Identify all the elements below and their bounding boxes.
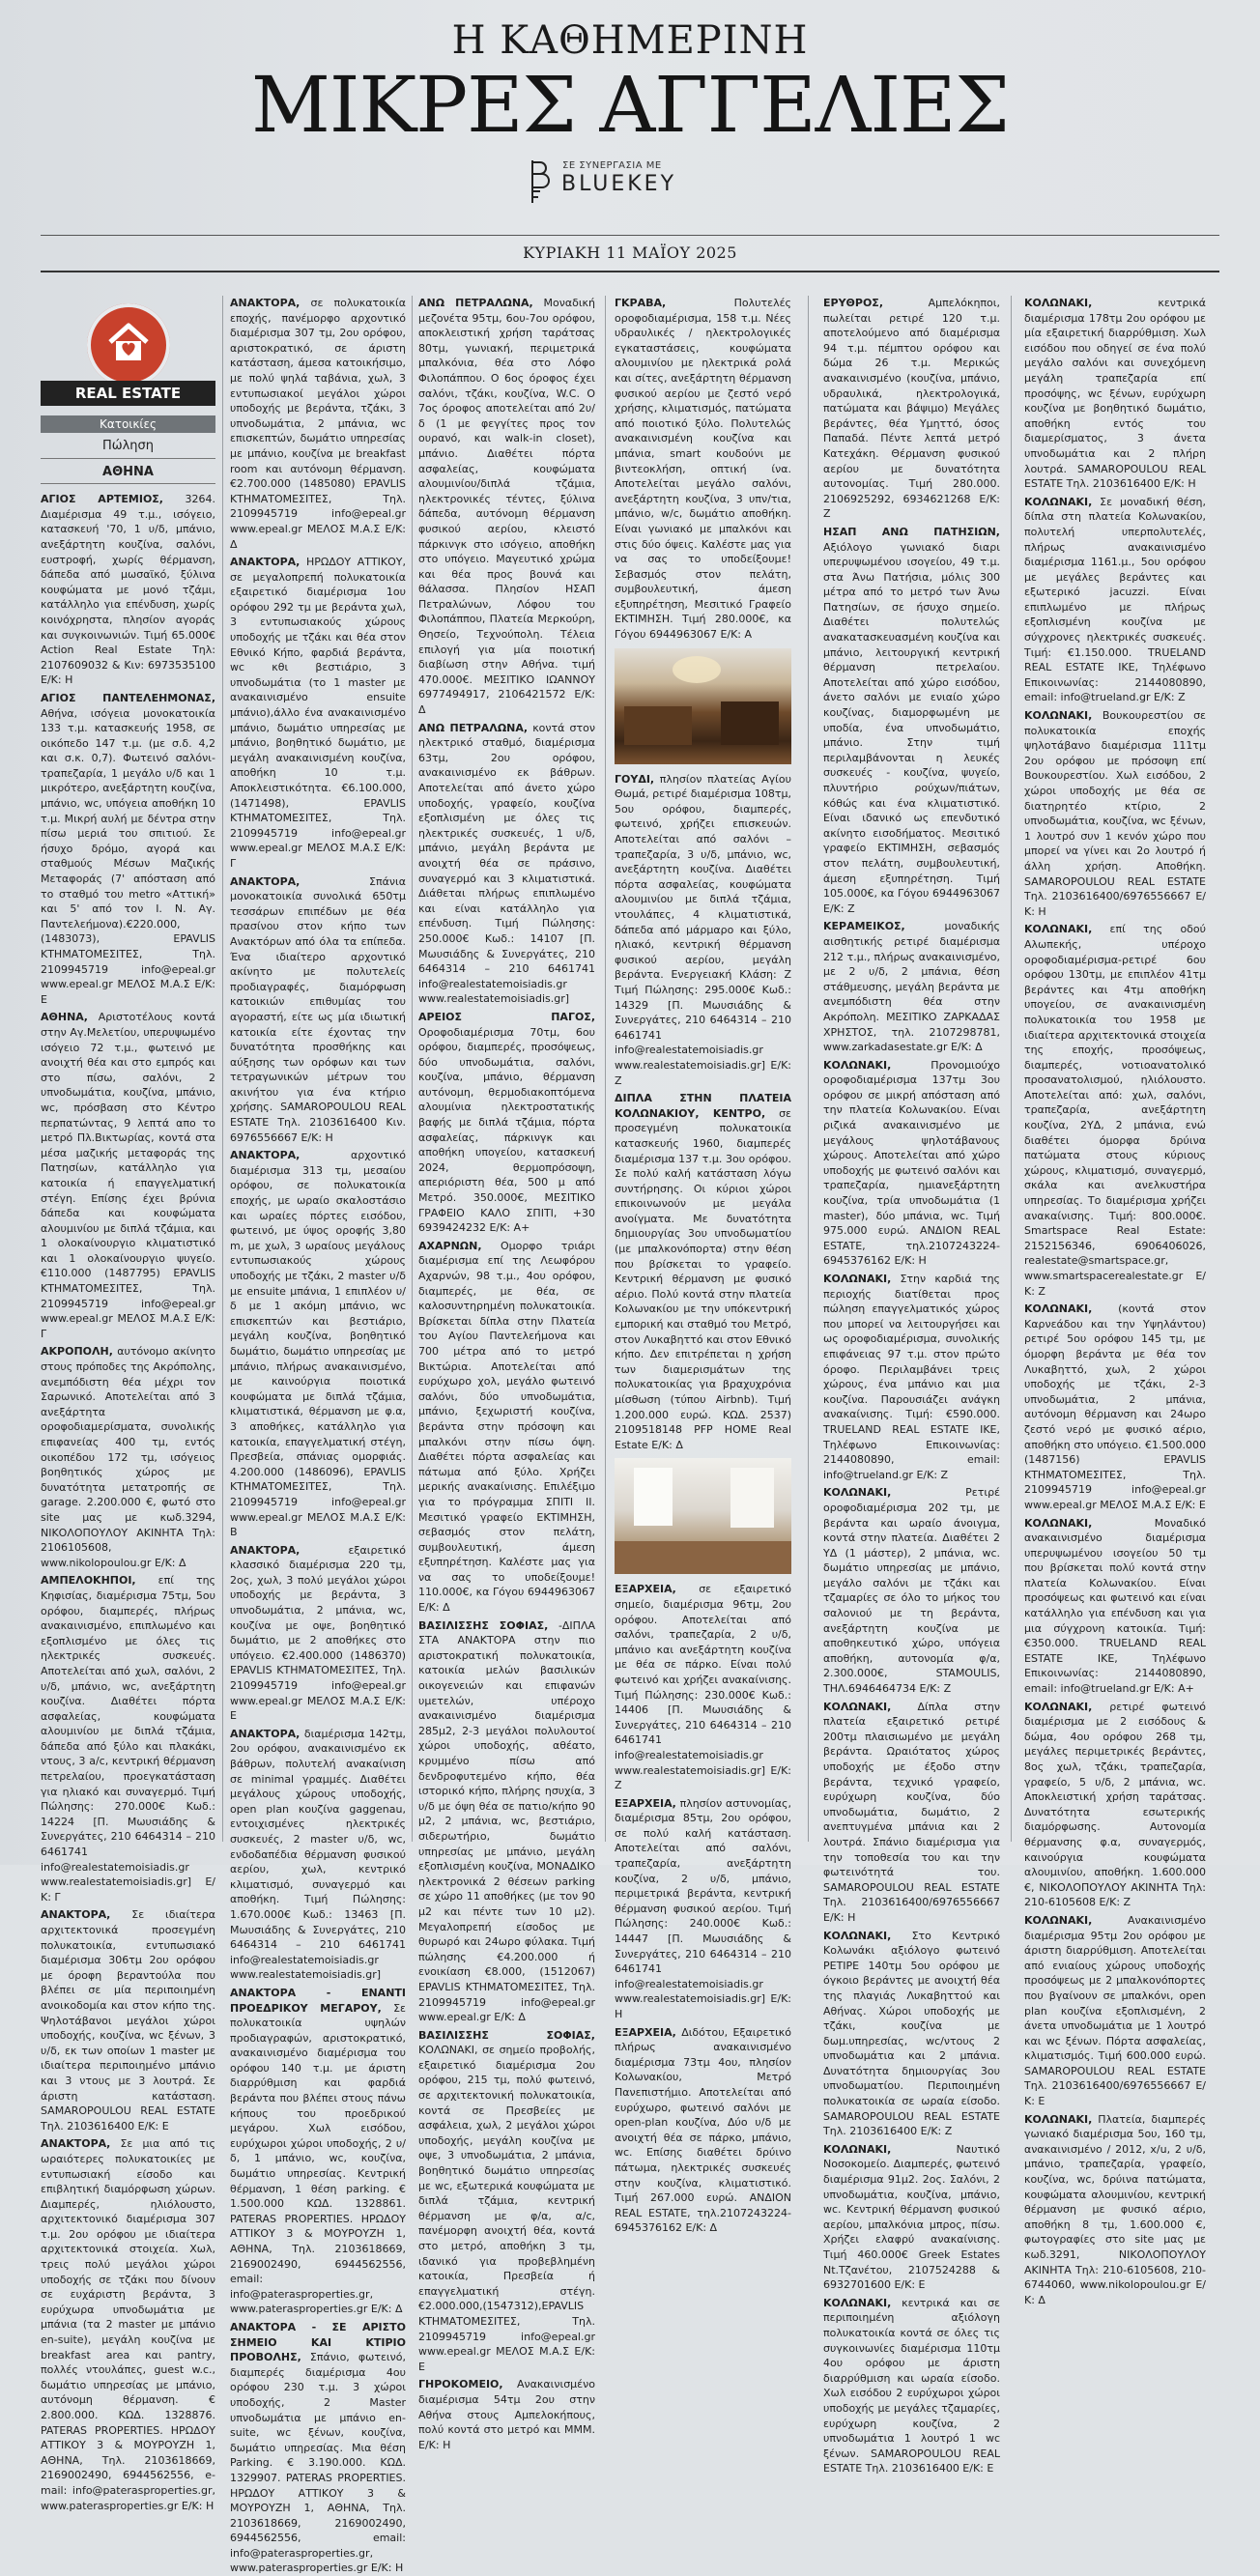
ad-location: ΚΟΛΩΝΑΚΙ, (1024, 923, 1093, 936)
classified-ad (1024, 922, 1206, 1299)
classified-ad (823, 525, 1000, 916)
ad-location: ΑΝΑΚΤΟΡΑ, (230, 1543, 301, 1557)
ad-body: Ομορφο τριάρι διαμέρισμα επί της Λεωφόρου Αχαρνών, 98 τ.μ., 4ου ορόφου, διαμπερές, με θέα, σε καλοσυντηρημένη πολυκατοικία. Βρίσκεται δίπλα στην Πλατεία του Αγίου Παντελεήμονα και 700 μέτρα από το μετρό Βικτώρια. Αποτελείται από ευρύχωρο χολ, μεγάλο φωτεινό σαλόνι, δύο υπνοδωμάτια, μπάνιο, ξεχωριστή κουζίνα, βεράντα στην πρόσοψη και μπαλκόνι στην πίσω όψη. Διαθέτει πόρτα ασφαλείας και πάτωμα από ξύλο. Χρήζει μερικής ανακαίνισης. Επιλέξιμο για το πρόγραμμα ΣΠΙΤΙ ΙΙ. Μεσιτικό γραφείο ΕΚΤΙΜΗΣΗ, σεβασμός στον πελάτη, συμβουλευτική, άμεση εξυπηρέτηση. Καλέστε μας για να σας το υποδείξουμε! 110.000€, κα Γόγου 6944963067 Ε/Κ: Δ (418, 1239, 595, 1615)
ad-location: ΑΝΑΚΤΟΡΑ, (230, 874, 301, 888)
ad-location: ΓΗΡΟΚΟΜΕΙΟ, (418, 2378, 503, 2391)
classified-ad (230, 1727, 406, 1983)
listing-photo (615, 1458, 791, 1574)
ad-body: Μοναδικό ανακαινισμένο διαμέρισμα υπερυψωμένου ισογείου 50 τμ που βρίσκεται πολύ κοντά στην πλατεία Κολωνακίου. Είναι προσόψεως και φωτεινό και είναι κατάλληλο για επένδυση και για μια σύγχρονη κατοικία. Τιμή: €350.000. TRUELAND REAL ESTATE ΙΚΕ, Τηλέφωνο Επικοινωνίας: 2144080890, email: info@trueland.gr Ε/Κ: Α+ (1024, 1516, 1206, 1696)
ad-location: ΑΝΑΚΤΟΡΑ, (41, 1908, 111, 1922)
ad-body: Ναυτικό Νοσοκομείο. Διαμπερές, φωτεινό διαμέρισμα 91μ2. 2ος. Σαλόνι, 2 υπνοδωμάτια, κουζίνα, μπάνιο, wc. Κεντρική θέρμανση φυσικού αερίου, μπαλκόνια μπρος, πίσω. Χρήζει ελαφρύ ανακαίνισης. Τιμή 460.000€ Greek Estates Nt.Τζανέτου, 2107524288 & 6932701600 Ε/Κ: Ε (823, 2142, 1000, 2292)
classified-ad (615, 2025, 791, 2236)
ad-body: Στην καρδιά της περιοχής διατίθεται προς πώληση επαγγελματικός χώρος που μπορεί να λειτουργήσει και ως οροφοδιαμέρισμα, συνολικής επιφάνειας 97 τ.μ. στον πρώτο όροφο. Περιλαμβάνει τρεις χώρους, ένα μπάνιο και μια κουζίνα. Παρουσιάζει ανάγκη ανακαίνισης. Τιμή: €590.000. TRUELAND REAL ESTATE ΙΚΕ, Τηλέφωνο Επικοινωνίας: 2144080890, email: info@trueland.gr Ε/Κ: Ζ (823, 1273, 1001, 1481)
ad-body: Αθήνα, ισόγεια μονοκατοικία 133 τ.μ. κατασκευής 1958, σε οικόπεδο 147 τ.μ. (με σ.δ. 4,2 και σ.κ. 0,7). Φωτεινό σαλόνι-τραπεζαρία, 1 μεγάλο υ/δ και 1 μικρότερο, ανεξάρτητη κουζίνα, μπάνιο, wc, υπόγεια αποθήκη 10 τ.μ. Μικρή αυλή με δέντρα στην πίσω μεριά του σπιτιού. Σε ήσυχο δρόμο, αγορά και σταθμούς Μέσων Μαζικής Μεταφοράς (7' απόσταση από το σταθμό του metro «Αττική» και 5' από τον Ι. Ν. Αγ. Παντελεήμονα).€220.000, (1483073), EPAVLIS ΚΤΗΜΑΤΟΜΕΣΙΤΕΣ, Τηλ. 2109945719 info@epeal.gr www.epeal.gr ΜΕΛΟΣ Μ.Α.Σ Ε/Κ: Ε (41, 706, 215, 1006)
classified-ad (823, 2142, 1000, 2293)
ad-location: ΑΝΩ ΠΕΤΡΑΛΩΝΑ, (418, 721, 529, 734)
ad-location: ΑΝΑΚΤΟΡΑ, (230, 297, 301, 309)
ad-location: ΒΑΣΙΛΙΣΣΗΣ ΣΟΦΙΑΣ, (418, 2028, 595, 2042)
ad-location: ΗΣΑΠ ΑΝΩ ΠΑΤΗΣΙΩΝ, (823, 525, 1000, 538)
ad-location: ΚΟΛΩΝΑΚΙ, (823, 1058, 892, 1072)
classified-ad (823, 1485, 1000, 1696)
ad-body: σε προσεγμένη πολυκατοικία κατασκευής 1960, διαμπερές διαμέρισμα 137 τ.μ. 3ου ορόφου. Σε πολύ καλή κατάσταση λόγω συντήρησης. Οι κύριοι χώροι επικοινωνούν με μεγάλα ανοίγματα. Με δυνατότητα δημιουργίας 3ου υπνοδωματίου (με μπαλκονόπορτα) στην θέση που βρίσκεται το γραφείο. Κεντρική θέρμανση με φυσικό αέριο. Πολύ κοντά στην πλατεία Κολωνακίου με την υπόκεντρική εμπορική και σταθμό του Μετρό, στον Λυκαβηττό και στον Εθνικό κήπο. Δεν επιτρέπεται η χρήση των διαμερισμάτων της πολυκατοικίας για βραχυχρόνια μίσθωση (τύπου Airbnb). Τιμή 1.200.000 ευρώ. ΚΩΔ. 2537) 2109518148 PFP HOME Real Estate Ε/Κ: Δ (615, 1106, 791, 1451)
ad-body: -ΔΙΠΛΑ ΣΤΑ ΑΝΑΚΤΟΡΑ στην πιο αριστοκρατική πολυκατοικία, κατοικία μελών βασιλικών οικογενειών και επιφανών υμετελών, υπέροχο ανακαινισμένο διαμέρισμα 285μ2, 2-3 μεγάλοι πολυλουτοί χώροι υποδοχής, αθέατο, κρυμμένο πίσω από δενδροφυτεμένο κήπο, θέα ιστορικό κήπο, πλήρης ησυχία, 3 υ/δ με όψη θέα σε πατιο/κήπο 90 μ2, 2 μπάνια, wc, βεστιάριο, σιδερωτήριο, δωμάτιο υπηρεσίας με μπάνιο, μεγάλη εξοπλισμένη κουζίνα, ΜΟΝΑΔΙΚΟ ηλεκτρονικά 2 θέσεων parking σε χώρο 11 αποθήκες (με τον 90 μ2 και πέντε των 10 μ2). Μεγαλοπρεπή είσοδος με θυρωρό και 24ωρο φύλακα. Τιμή πώλησης €4.200.000 ή ενοικίαση €8.000, (1512067) EPAVLIS ΚΤΗΜΑΤΟΜΕΣΙΤΕΣ, Τηλ. 2109945719 info@epeal.gr www.epeal.gr Ε/Κ: Δ (418, 1618, 595, 2024)
ad-location: ΓΟΥΔΙ, (615, 772, 655, 786)
ad-location: ΚΟΛΩΝΑΚΙ, (1024, 1516, 1093, 1530)
ad-location: ΑΝΑΚΤΟΡΑ - ΕΝΑΝΤΙ ΠΡΟΕΔΡΙΚΟΥ ΜΕΓΑΡΟΥ, (230, 1986, 406, 2015)
classified-ad (418, 2377, 595, 2452)
ad-location: ΚΟΛΩΝΑΚΙ, (823, 2142, 892, 2156)
classified-ad (230, 555, 406, 871)
classified-ad (418, 1618, 595, 2025)
classified-ad (1024, 2112, 1206, 2308)
classified-ad (823, 1700, 1000, 1926)
ad-body: επί της Κηφισίας, διαμέρισμα 75τμ, 5ου ορόφου, διαμπερές, πλήρως ανακαινισμένο, επιπλωμένο και εξοπλισμένο με όλες τις ηλεκτρικές συσκευές. Αποτελείται από χωλ, σαλόνι, 2 υ/δ, μπάνιο, wc, ανεξάρτητη κουζίνα. Διαθέτει πόρτα ασφαλείας, κουφώματα αλουμινίου με διπλά τζάμια, δάπεδα από ξύλο και πλακάκι, ντους, 3 a/c, κεντρική θέρμανση πετρελαίου, προεγκατάσταση για ηλιακό και συναγερμό. Τιμή Πώλησης: 270.000€ Κωδ.: 14224 [Π. Μωυσιάδης & Συνεργάτες, 210 6464314 – 210 6461741 info@realestatemoisiadis.gr www.realestatemoisiadis.gr] Ε/Κ: Γ (41, 1574, 216, 1903)
ad-location: ΚΟΛΩΝΑΚΙ, (1024, 709, 1093, 723)
bluekey-logo-icon (527, 158, 552, 205)
newspaper-title: Η ΚΑΘΗΜΕΡΙΝΗ (451, 18, 809, 63)
ad-body: διαμέρισμα 142τμ, 2ου ορόφου, ανακαινισμένο εκ βάθρων, πολυτελή ανακαίνιση σε minimal γραμμές. Διαθέτει μεγάλους χώρους υποδοχής, open plan κουζίνα gaggenau, εντοιχισμένες ηλεκτρικές συσκευές, 2 master υ/δ, wc, ενδοδαπέδια θέρμανση φυσικού αερίου, χωλ, κεντρικό κλιματισμό, συναγερμό και αποθήκη. Τιμή Πώλησης: 1.670.000€ Κωδ.: 13463 [Π. Μωυσιάδης & Συνεργάτες, 210 6464314 – 210 6461741 info@realestatemoisiadis.gr www.realestatemoisiadis.gr] (230, 1727, 406, 1982)
category-label: REAL ESTATE (41, 381, 215, 406)
ad-body: ρετιρέ φωτεινό διαμέρισμα με 2 εισόδους & δώμα, 4ου ορόφου 268 τμ, μεγάλες περιμετρικές βεράντες, 8ος χωλ, τζάκι, τραπεζαρία, γραφείο, 5 υ/δ, 2 μπάνια, wc. Αποκλειστική χρήση ταράτσας. Δυνατότητα εσωτερικής διαμόρφωσης. Αυτονομία θέρμανσης φ.α, συναγερμός, καινούργια κουφώματα αλουμινίου, αποθήκη. 1.600.000 €, ΝΙΚΟΛΟΠΟΥΛΟΥ ΑΚΙΝΗΤΑ Τηλ: 210-6105608 Ε/Κ: Ζ (1024, 1700, 1206, 1909)
ad-location: ΑΝΑΚΤΟΡΑ, (230, 556, 301, 569)
classified-ad (230, 296, 406, 552)
ad-body: Σε μια από τις ωραιότερες πολυκατοικίες με εντυπωσιακή είσοδο και επιβλητική διαμόρφωση χώρων. Διαμπερές, ηλιόλουστο, αρχιτεκτονικό διαμέρισμα 307 τ.μ. 2ου ορόφου με ιδιαίτερα αρχιτεκτονικά στοιχεία. Χωλ, τρεις πολύ μεγάλοι χώροι υποδοχής σε τζάκι που δίνουν σε ευχάριστη βεράντα, 3 ευρύχωρα υπνοδωμάτια με μπάνια (τα 2 master με μπάνιο en-suite), μεγάλη κουζίνα με breakfast area και pantry, πολλές ντουλάπες, guest w.c., δωμάτιο υπηρεσίας με μπάνιο, αυτόνομη θέρμανση. € 2.800.000. ΚΩΔ. 1328876. PATERAS PROPERTIES. ΗΡΩΔΟΥ ΑΤΤΙΚΟΥ 3 & ΜΟΥΡΟΥΖΗ 1, ΑΘΗΝΑ, Τηλ. 2103618669, 2169002490, 6944562556, e-mail: info@paterasproperties.gr, www.paterasproperties.gr Ε/Κ: Η (41, 2137, 215, 2512)
ad-location: ΚΟΛΩΝΑΚΙ, (1024, 1302, 1093, 1316)
ad-body: Διδότου, Εξαιρετικό πλήρως ανακαινισμένο διαμέρισμα 73τμ 4ου, πλησίον Κολωνακίου, Μετρό Πανεπιστήμιο. Αποτελείται από ευρύχωρο, φωτεινό σαλόνι με open-plan κουζίνα, Δύο υ/δ με ανοιχτή θέα σε πάρκο, μπάνιο, wc. Επίσης διαθέτει δρύινο πάτωμα, ηλεκτρικές συσκευές στην κουζίνα, κλιματιστικό. Τιμή 267.000 ευρώ. ΑΝΔΙΟΝ REAL ESTATE, τηλ.2107243224-6945376162 Ε/Κ: Δ (615, 2025, 791, 2235)
ad-body: πλησίον αστυνομίας, διαμέρισμα 85τμ, 2ου ορόφου, σε πολύ καλή κατάσταση. Αποτελείται από σαλόνι, τραπεζαρία, ανεξάρτητη κουζίνα, 2 υ/δ, μπάνιο, περιμετρικά βεράντα, κεντρική θέρμανση φυσικού αερίου. Τιμή Πώλησης: 240.000€ Κωδ.: 14447 [Π. Μωυσιάδης & Συνεργάτες, 210 6464314 – 210 6461741 info@realestatemoisiadis.gr www.realestatemoisiadis.gr] Ε/Κ: Η (615, 1796, 791, 2020)
classified-ad (418, 1010, 595, 1236)
ad-location: ΑΝΩ ΠΕΤΡΑΛΩΝΑ, (418, 297, 533, 309)
ad-body: Αριστοτέλους κοντά στην Αγ.Μελετίου, υπερυψωμένο ισόγειο 72 τ.μ., φωτεινό με ανοιχτή θέα και στο εμπρός και στο πίσω, σαλόνι, 2 υπνοδωμάτια, κουζίνα, μπάνιο, wc, πρόσβαση στο Κέντρο περπατώντας, 9 λεπτά απο το μετρό Πλ.Βικτωρίας, κοντά στα μέσα μαζικής μεταφοράς της Πατησίων, κατάλληλο για κατοικία ή επαγγελματική στέγη. Επίσης έχει βρύνια δάπεδα και κουφώματα αλουμινίου με διπλά τζάμια, και 1 ολοκαίνουργιο κλιματιστικό και 1 ολοκαίνουργιο ψυγείο. €110.000 (1487795) EPAVLIS ΚΤΗΜΑΤΟΜΕΣΙΤΕΣ, Τηλ. 2109945719 info@epeal.gr www.epeal.gr ΜΕΛΟΣ Μ.Α.Σ Ε/Κ: Γ (41, 1011, 215, 1340)
ad-location: ΕΞΑΡΧΕΙΑ, (615, 1796, 676, 1810)
ad-body: επί της οδού Αλωπεκής, υπέροχο οροφοδιαμέρισμα-ρετιρέ 6ου ορόφου 130τμ, με επιπλέον 41τμ βεράντες και 4τμ αποθήκη υπογείου, σε ανακαινισμένη πολυκατοικία του 1958 με ιδιαίτερα αρχιτεκτονικά στοιχεία της εποχής, προσόψεως, διαμπερές, νοτιοανατολικό προσανατολισμού, ηλιόλουστο. Αποτελείται από: χωλ, σαλόνι, τραπεζαρία, ανεξάρτητη κουζίνα, 2ΥΔ, 2 μπάνια, ενώ διαθέτει όμορφα δρύινα πατώματα στους κύριους χώρους, κλιματισμό, συναγερμό, σκάλα και ανελκυστήρα υπηρεσίας. Το διαμέρισμα χρήζει ανακαίνισης. Τιμή: 800.000€. Smartspace Real Estate: 2152156346, 6906406026, realestate@smartspace.gr, www.smartspacerealestate.gr Ε/Κ: Ζ (1024, 923, 1206, 1298)
ad-body: Πλατεία, διαμπερές γωνιακό διαμέρισμα 5ου, 160 τμ, ανακαινισμένο / 2012, x/u, 2 υ/δ, μπάνιο, τραπεζαρία, γραφείο, κουζίνα, wc, δρύινα πατώματα, κουφώματα αλουμινίου, κεντρική θέρμανση με φυσικό αέριο, αποθήκη 8 τμ, 1.600.000 €, φωτογραφίες στο site μας με κωδ.3291, ΝΙΚΟΛΟΠΟΥΛΟΥ ΑΚΙΝΗΤΑ Τηλ: 210-6105608, 210-6744060, www.nikolopoulou.gr Ε/Κ: Δ (1024, 2112, 1206, 2306)
ad-body: Ανακαινισμένο διαμέρισμα 54τμ 2ου στην Αθήνα στους Αμπελοκήπους, πολύ κοντά στο μετρό και ΜΜΜ. Ε/Κ: Η (418, 2378, 595, 2451)
ad-location: ΓΚΡΑΒΑ, (615, 297, 667, 309)
ad-body: Προνομιούχο οροφοδιαμέρισμα 137τμ 3ου ορόφου σε μικρή απόσταση από την πλατεία Κολωνακίου. Είναι ριζικά ανακαινισμένο με μεγάλους ψηλοτάβανους χώρους. Αποτελείται από χώρο υποδοχής με φωτεινό σαλόνι και τραπεζαρία, ημιανεξάρτητη κουζίνα, τρία υπνοδωμάτια (1 master), δύο μπάνια, wc. Τιμή 975.000 ευρώ. ΑΝΔΙΟΝ REAL ESTATE, τηλ.2107243224-6945376162 Ε/Κ: Η (823, 1058, 1000, 1268)
listing-photo (615, 648, 791, 764)
classified-ad (615, 1582, 791, 1792)
ad-location: ΔΙΠΛΑ ΣΤΗΝ ΠΛΑΤΕΙΑ ΚΟΛΩΝΑΚΙΟΥ, ΚΕΝΤΡΟ, (615, 1092, 791, 1120)
classified-ad (615, 1091, 791, 1452)
classified-ad (230, 874, 406, 1146)
ad-location: ΕΞΑΡΧΕΙΑ, (615, 1583, 676, 1596)
classified-ad (1024, 1516, 1206, 1697)
ad-location: ΚΕΡΑΜΕΙΚΟΣ, (823, 920, 905, 933)
column-divider (808, 296, 809, 1842)
ad-location: ΑΝΑΚΤΟΡΑ - ΣΕ ΑΡΙΣΤΟ ΣΗΜΕΙΟ ΚΑΙ ΚΤΙΡΙΟ ΠΡΟΒΟΛΗΣ, (230, 2320, 406, 2364)
classified-ad (1024, 708, 1206, 919)
ad-body: Ανακαινισμένο διαμέρισμα 95τμ 2ου ορόφου με άριστη διαρρύθμιση. Αποτελείται από ενιαίους χώρους υποδοχής προσόψεως με 2 μπαλκονόπορτες που βγαίνουν σε μπαλκόνι, open plan κουζίνα εξοπλισμένη, 2 άνετα υπνοδωμάτια με 1 λουτρό και wc ξένων. Πόρτα ασφαλείας, κλιματισμός. Τιμή 600.000 ευρώ. SAMAROPOULOU REAL ESTATE Τηλ. 2103616400/6976556667 Ε/Κ: Ε (1024, 1913, 1206, 2108)
column-6 (1024, 296, 1206, 2306)
classified-ad (1024, 495, 1206, 705)
ad-body: σε εξαιρετικό σημείο, διαμέρισμα 96τμ, 2ου ορόφου. Αποτελείται από σαλόνι, τραπεζαρία, 2 υ/δ, μπάνιο και ανεξάρτητη κουζίνα με θέα σε πάρκο. Είναι πολύ φωτεινό και χρήζει ανακαίνισης. Τιμή Πώλησης: 230.000€ Κωδ.: 14406 [Π. Μωυσιάδης & Συνεργάτες, 210 6464314 – 210 6461741 info@realestatemoisiadis.gr www.realestatemoisiadis.gr] Ε/Κ: Ζ (615, 1583, 791, 1792)
ad-location: ΚΟΛΩΝΑΚΙ, (823, 1700, 892, 1713)
classified-ad (230, 1543, 406, 1724)
column-divider (222, 296, 223, 1842)
ad-body: Σε ιδιαίτερα αρχιτεκτονικά προσεγμένη πολυκατοικία, εντυπωσιακό διαμέρισμα 306τμ 2ου ορόφου με όροφη βεραντούλα που βλέπει σε μία περιποιημένη ανοικοδομία και στον κήπο της. Ψηλοτάβανοι μεγάλοι χώροι υποδοχής, κουζίνα, wc ξένων, 3 υ/δ, εκ των οποίων 1 master με ιδιαίτερα περιποιημένο μπάνιο και 3 ντους με 3 λουτρά. Σε άριστη κατάσταση. SAMAROPOULOU REAL ESTATE Τηλ. 2103616400 Ε/Κ: Ε (41, 1908, 215, 2132)
ad-body: Σε μοναδική θέση, δίπλα στη πλατεία Κολωνακίου, πολυτελή υπερπολυτελές, πλήρως ανακαινισμένο διαμέρισμα 1161.μ., 5ου ορόφου με μεγάλες βεράντες και εξωτερικό jacuzzi. Είναι επιπλωμένο με πλήρως εξοπλισμένη κουζίνα με σύγχρονες ηλεκτρικές συσκευές. Τιμή: €1.150.000. TRUELAND REAL ESTATE ΙΚΕ, Τηλέφωνο Επικοινωνίας: 2144080890, email: info@trueland.gr Ε/Κ: Ζ (1024, 495, 1206, 704)
ad-body: Βουκουρεστίου σε πολυκατοικία εποχής ψηλοτάβανο διαμέρισμα 111τμ 2ου ορόφου με πρόσοψη επί Βουκουρεστίου. Χωλ εισόδου, 2 χώροι υποδοχής με θέα σε διατηρητέο κτίριο, 2 υπνοδωμάτια, κουζίνα, wc ξένων, 1 λουτρό συν 1 κενόν χώρο που μπορεί να γίνει και 2ο λουτρό ή άλλη χρήση. Αποθήκη. SAMAROPOULOU REAL ESTATE Τηλ. 2103616400/6976556667 Ε/Κ: Η (1024, 709, 1206, 918)
ad-body: ΚΟΛΩΝΑΚΙ, σε σημείο προβολής, εξαιρετικό διαμέρισμα 2ου ορόφου, 215 τμ, πολύ φωτεινό, σε αρχιτεκτονική πολυκατοικία, κοντά σε Πρεσβείες με ασφάλεια, χωλ, 2 μεγάλοι χώροι υποδοχής, μεγάλη κουζίνα με οψε, 3 υπνοδωμάτια, 2 μπάνια, βοηθητικό δωμάτιο υπηρεσίας με wc, εξωτερικά κουφώματα με διπλά τζάμια, κεντρική θέρμανση με φ/α, α/c, πανέμορφη ανοιχτή θέα, κοντά στο μετρό, αποθήκη 3 τμ, ιδανικό για προβεβλημένη κατοικία, Πρεσβεία ή επαγγελματική στέγη. €2.000.000,(1547312),EPAVLIS ΚΤΗΜΑΤΟΜΕΣΙΤΕΣ, Τηλ. 2109945719 info@epeal.gr www.epeal.gr ΜΕΛΟΣ Μ.Α.Σ Ε/Κ: Ε (418, 2044, 595, 2373)
ad-body: 3264. Διαμέρισμα 49 τ.μ., ισόγειο, κατασκευή '70, 1 υ/δ, μπάνιο, ανεξάρτητη κουζίνα, σαλόνι, ευστροφή, χωρίς θέρμανση, δάπεδα από μωσαϊκό, ξύλινα κουφώματα με μονό τζάμι, κατάλληλο για επένδυση, χωρίς κοινόχρηστα, πλησίον αγοράς και συγκοινωνιών. Τιμή 65.000€ Action Real Estate Τηλ: 2107609032 & Κιν: 6973535100 Ε/Κ: Η (41, 493, 215, 687)
ad-body: σε πολυκατοικία εποχής, πανέμορφο αρχοντικό διαμέρισμα 307 τμ, 2ου ορόφου, αριστοκρατικό, σε άριστη κατάσταση, άμεσα κατοικήσιμο, με πολύ ψηλά ταβάνια, χωλ, 3 εντυπωσιακοί μεγάλοι χώροι υποδοχής με βεράντα, τζάκι, 3 υπνοδωμάτια, 2 μπάνια, wc επισκεπτών, δωμάτιο υπηρεσίας με μπάνιο, κουζίνα με breakfast room και αυτόνομη θέρμανση. €2.700.000 (1485080) EPAVLIS ΚΤΗΜΑΤΟΜΕΣΙΤΕΣ, Τηλ. 2109945719 info@epeal.gr www.epeal.gr ΜΕΛΟΣ Μ.Α.Σ Ε/Κ: Δ (230, 297, 406, 551)
ad-body: Ρετιρέ οροφοδιαμέρισμα 202 τμ, με βεράντα και ωραίο άνοιγμα, κοντά στην πλατεία. Διαθέτει 2 ΥΔ (1 μάστερ), 2 μπάνια, wc. δωμάτιο υπηρεσίας με μπάνιο, μεγάλο σαλόνι με τζάκι και τζαμαρίες σε όλο το μήκος του σαλονιού με τη βεράντα, ανεξάρτητη κουζίνα με αποθηκευτικό χώρο, υπόγεια αποθήκη, αυτονομία φ/α, 2.300.000€, STAMOULIS, ΤΗΛ.6946464734 Ε/Κ: Ζ (823, 1486, 1000, 1696)
section-title: ΜΙΚΡΕΣ ΑΓΓΕΛΙΕΣ (250, 60, 1010, 150)
ad-location: ΑΓΙΟΣ ΑΡΤΕΜΙΟΣ, (41, 493, 163, 506)
column-5 (823, 296, 1001, 2476)
ad-body: ΗΡΩΔΟΥ ΑΤΤΙΚΟΥ, σε μεγαλοπρεπή πολυκατοικία εξαιρετικό διαμέρισμα 1ου ορόφου 292 τμ με βεράντα χωλ, 3 εντυπωσιακούς χώρους υποδοχής με τζάκι και θέα στον Εθνικό Κήπο, φαρδιά βεράντα, wc κθι βεστιάριο, 3 υπνοδωμάτια (το 1 master με ανακαινισμένο ensuite μπάνιο),άλλο ένα ανακαινισμένο μπάνιο, δωμάτιο υπηρεσίας με μπάνιο, βοηθητικό δωμάτιο, με μεγάλη ανακαινισμένη κουζίνα, αποθήκη 10 τ.μ. Αποκλειστικότητα. €6.100.000, (1471498), EPAVLIS ΚΤΗΜΑΤΟΜΕΣΙΤΕΣ, Τηλ. 2109945719 info@epeal.gr www.epeal.gr ΜΕΛΟΣ Μ.Α.Σ Ε/Κ: Γ (230, 556, 406, 870)
classified-ad (1024, 1700, 1206, 1910)
header-rule (41, 235, 1219, 236)
classified-ad (41, 2136, 215, 2513)
date-rule (41, 271, 1219, 272)
classified-ad (823, 1058, 1000, 1269)
column-3 (418, 296, 595, 2451)
ad-body: Πολυτελές οροφοδιαμέρισμα, 158 τ.μ. Νέες υδραυλικές / ηλεκτρολογικές εγκαταστάσεις, κουφώματα αλουμινίου με ηλεκτρικά ρολά και σίτες, ανεξάρτητη θέρμανση φυσικού αερίου με ζεστό νερό χρήσης, κλιματισμός, πατώματα από ποιοτικό ξύλο. Πολυτελώς ανακαινισμένη κουζίνα και μπάνια, smart κουδούνι με βιντεοκλήση, οπτική ίνα. Αποτελείται μεγάλο σαλόνι, ανεξάρτητη κουζίνα, 3 υπν/τια, μπάνιο, w/c, δωμάτιο αποθήκη. Είναι γωνιακό με μπαλκόνι και στις δύο όψεις. Καλέστε μας για να σας το υποδείξουμε! Σεβασμός στον πελάτη, συμβουλευτική, άμεση εξυπηρέτηση, Μεσιτικό Γραφείο ΕΚΤΙΜΗΣΗ. Τιμή 280.000€, κα Γόγου 6944963067 Ε/Κ: Α (615, 297, 791, 642)
ad-location: ΚΟΛΩΝΑΚΙ, (1024, 2112, 1093, 2126)
ad-body: αρχοντικό διαμέρισμα 313 τμ, μεσαίου ορόφου, σε πολυκατοικία εποχής, με ωραίο σκαλοστάσιο και ωραίες πόρτες εισόδου, φωτεινό, με ύψος οροφής 3,80 m, με χωλ, 3 ωραίους μεγάλους εντυπωσιακούς χώρους υποδοχής με τζάκι, 2 master υ/δ με ensuite μπάνια, 1 επιπλέον υ/δ με 1 ακόμη μπάνιο, wc επισκεπτών και βεστιάριο, μεγάλη κουζίνα, βοηθητικό δωμάτιο, δωμάτιο υπηρεσίας με μπάνιο, πλήρως ανακαινισμένο, με καινούργια ποιοτικά κουφώματα με διπλά τζάμια, κλιματιστικά, θέρμανση με φ.α, 3 αποθήκες, κατάλληλο για κατοικία, επαγγελματική στέγη, Πρεσβεία, σπάνιας ομορφιάς. 4.200.000 (1486096), EPAVLIS ΚΤΗΜΑΤΟΜΕΣΙΤΕΣ, Τηλ. 2109945719 info@epeal.gr www.epeal.gr ΜΕΛΟΣ Μ.Α.Σ Ε/Κ: Β (230, 1149, 406, 1539)
issue-date: ΚΥΡΙΑΚΗ 11 ΜΑΪΟΥ 2025 (523, 243, 737, 262)
classified-ad (41, 1344, 215, 1570)
house-icon (87, 303, 170, 386)
classified-ad (41, 1573, 215, 1904)
ad-location: ΚΟΛΩΝΑΚΙ, (823, 2296, 892, 2309)
classified-ad (418, 1239, 595, 1616)
column-1 (41, 296, 216, 2512)
ad-location: ΑΝΑΚΤΟΡΑ, (41, 2137, 111, 2151)
ad-body: Αξιόλογο γωνιακό διαρι υπερυψωμένου ισογείου, 49 τ.μ. στα Άνω Πατήσια, μόλις 300 μέτρα από το μετρό των Άνω Πατησίων, σε ήσυχο σημείο. Διαθέτει πολυτελώς ανακατασκευασμένη κουζίνα και μπάνιο, λειτουργική κεντρική θέρμανση πετρελαίου. Αποτελείται από χώρο εισόδου, άνετο σαλόνι με ενιαίο χώρο κουζίνας, διαμορφωμένη με υποδία, ένα υπνοδωμάτιο, μπάνιο. Στην τιμή περιλαμβάνονται η λευκές συσκευές - κουζίνα, ψυγείο, πλυντήριο ρούχων/πιάτων, κόθώς και ένα κλιματιστικό. Είναι ιδανικό ως επενδυτικό ακίνητο εισοδήματος. Μεσιτικό γραφείο ΕΚΤΙΜΗΣΗ, σεβασμός στον πελάτη, συμβουλευτική, άμεση εξυπηρέτηση. Τιμή 105.000€, κα Γόγου 6944963067 Ε/Κ: Ζ (823, 540, 1000, 915)
column-divider (1011, 296, 1012, 1842)
classified-ad (615, 772, 791, 1088)
ad-body: μοναδικής αισθητικής ρετιρέ διαμέρισμα 212 τ.μ., πλήρως ανακαινισμένο, με 2 υ/δ, 2 μπάνια, θέση στάθμευσης, μεγάλη βεράντα με ανεμπόδιστη θέα στην Ακρόπολη. ΜΕΣΙΤΙΚΟ ΖΑΡΚΑΔΑΣ ΧΡΗΣΤΟΣ, τηλ. 2107298781, www.zarkadasestate.gr Ε/Κ: Δ (823, 920, 1000, 1054)
classified-ad (1024, 1302, 1206, 1512)
classified-ad (230, 2320, 406, 2576)
ad-location: ΚΟΛΩΝΑΚΙ, (1024, 495, 1093, 508)
ad-body: κεντρικά διαμέρισμα 178τμ 2ου ορόφου με μία εξαιρετική διαρρύθμιση. Χωλ εισόδου που οδηγεί σε ένα πολύ μεγάλο σαλόνι και συνεχόμενη μεγάλη τραπεζαρία επί προσόψης, wc ξένων, ευρύχωρη κουζίνα με βοηθητικό δωμάτιο, αποθήκη εντός του διαμερίσματος, 3 άνετα υπνοδωμάτια και 2 πλήρη λουτρά. SAMAROPOULOU REAL ESTATE Τηλ. 2103616400 Ε/Κ: Η (1024, 297, 1206, 491)
classified-ad (230, 1986, 406, 2317)
ad-location: ΕΡΥΘΡΟΣ, (823, 297, 883, 309)
ad-body: εξαιρετικό κλασσικό διαμέρισμα 220 τμ, 2ος, χωλ, 3 πολύ μεγάλοι χώροι υποδοχής με βεράντα, 3 υπνοδωμάτια, 2 μπάνια, wc, κουζίνα με οψε, βοηθητικό δωμάτιο, με 2 αποθήκες στο υπόγειο. €2.400.000 (1486370) EPAVLIS ΚΤΗΜΑΤΟΜΕΣΙΤΕΣ, Τηλ. 2109945719 info@epeal.gr www.epeal.gr ΜΕΛΟΣ Μ.Α.Σ Ε/Κ: Ε (230, 1543, 406, 1723)
classified-ad (823, 296, 1000, 522)
ad-location: ΑΝΑΚΤΟΡΑ, (230, 1727, 301, 1740)
ad-body: Στο Κεντρικό Κολωνάκι αξιόλογο φωτεινό ΡΕΤΙΡΕ 140τμ 5ου ορόφου με όγκοιο βεράντες με ανοιχτή θέα της πλαγιάς Λυκαβηττού και Αθήνας. Χώροι υποδοχής με τζάκι, κουζίνα με δωμ.υπηρεσίας, wc/ντους 2 υπνοδωμάτια και 2 μπάνια. Δυνατότητα δημιουργίας 3ου υπνοδωματίου. Περιποιημένη πολυκατοικία σε ωραία είσοδο. SAMAROPOULOU REAL ESTATE Τηλ. 2103616400 Ε/Κ: Ζ (823, 1929, 1000, 2138)
ad-location: ΚΟΛΩΝΑΚΙ, (1024, 297, 1093, 309)
ad-body: Σπάνιο, φωτεινό, διαμπερές διαμέρισμα 4ου ορόφου 230 τ.μ. 3 χώροι υποδοχής, 2 Master υπνοδωμάτια με μπάνιο en-suite, wc ξένων, κουζίνα, δωμάτιο υπηρεσίας. Μια θέση Parking. € 3.190.000. ΚΩΔ. 1329907. PATERAS PROPERTIES. ΗΡΩΔΟΥ ΑΤΤΙΚΟΥ 3 & ΜΟΥΡΟΥΖΗ 1, ΑΘΗΝΑ, Τηλ. 2103618669, 2169002490, 6944562556, email: info@paterasproperties.gr, www.paterasproperties.gr Ε/Κ: Η (230, 2351, 407, 2575)
classified-ad (823, 2296, 1000, 2476)
area-heading: ΑΘΗΝΑ (41, 465, 215, 485)
ad-body: Σπάνια μονοκατοικία συνολικά 650τμ τεσσάρων επιπέδων με θέα πρασίνου στον κήπο των Ανακτόρων από όλα τα επίπεδα. Ένα ιδιαίτερο αρχοντικό ακίνητο με πολυτελείς προδιαγραφές, διαμόρφωση κατοικιών επιθυμίας του αγοραστή, είτε ως μία ιδιωτική κατοικία είτε έχοντας την δυνατότητα προσθήκης και αύξησης των ορόφων και των τετραγωνικών μέτρων του ακινήτου για ένα κτήριο χρήσης. SAMAROPOULOU REAL ESTATE Τηλ. 2103616400 Κιν. 6976556667 Ε/Κ: Η (230, 874, 406, 1144)
classified-ad (41, 691, 215, 1007)
ad-location: ΚΟΛΩΝΑΚΙ, (823, 1273, 892, 1285)
ad-location: ΑΝΑΚΤΟΡΑ, (230, 1149, 301, 1162)
ad-body: Σε πολυκατοικία υψηλών προδιαγραφών, αριστοκρατικό, ανακαινισμένο διαμέρισμα του ορόφου 140 τ.μ. με άριστη διαρρύθμιση και φαρδιά βεράντα που βλέπει στους πάνω κήπους του προεδρικού μεγάρου. Χωλ εισόδου, ευρύχωροι χώροι υποδοχής, 2 υ/δ, 1 μπάνιο, wc, κουζίνα, δωμάτιο υπηρεσίας. Κεντρική θέρμανση, 1 θέση parking. € 1.500.000 ΚΩΔ. 1328861. PATERAS PROPERTIES. ΗΡΩΔΟΥ ΑΤΤΙΚΟΥ 3 & ΜΟΥΡΟΥΖΗ 1, ΑΘΗΝΑ, Τηλ. 2103618669, 2169002490, 6944562556, email: info@paterasproperties.gr, www.paterasproperties.gr Ε/Κ: Δ (230, 2001, 407, 2316)
column-4 (615, 296, 791, 2235)
classified-ad (823, 919, 1000, 1054)
listing-type-label: Πώληση (41, 439, 215, 459)
ad-body: πλησίον πλατείας Αγίου Θωμά, ρετιρέ διαμέρισμα 108τμ, 5ου ορόφου, διαμπερές, φωτεινό, χρήζει επισκευών. Αποτελείται από σαλόνι – τραπεζαρία, 3 υ/δ, μπάνιο, wc, ανεξάρτητη κουζίνα. Διαθέτει πόρτα ασφαλείας, κουφώματα αλουμινίου με διπλά τζάμια, ντουλάπες, 4 κλιματιστικά, δάπεδα από μάρμαρο και ξύλο, ηλιακό, κεντρική θέρμανση φυσικού αερίου, μεγάλη βεράντα. Ενεργειακή Κλάση: Ζ Τιμή Πώλησης: 295.000€ Κωδ.: 14329 [Π. Μωυσιάδης & Συνεργάτες, 210 6464314 – 210 6461741 info@realestatemoisiadis.gr www.realestatemoisiadis.gr] Ε/Κ: Ζ (615, 772, 791, 1087)
column-divider (605, 296, 606, 1842)
ad-location: ΑΓΙΟΣ ΠΑΝΤΕΛΕΗΜΟΝΑΣ, (41, 691, 215, 704)
column-divider (412, 296, 413, 1842)
classified-ad (615, 1796, 791, 2022)
classified-ad (418, 2028, 595, 2375)
ad-body: Δίπλα στην πλατεία εξαιρετικό ρετιρέ 200τμ πλαισιωμένο με μεγάλη βεράντα. Ωραιότατος χώρος υποδοχής με έξοδο στην βεράντα, τεχνικό γραφείο, ευρύχωρη κουζίνα, δύο υπνοδωμάτια, δωμάτιο, 2 ανεπτυγμένα μπάνια και 2 λουτρά. Σπάνιο διαμέρισμα για την τοποθεσία του και την φωτεινότητά του. SAMAROPOULOU REAL ESTATE Τηλ. 2103616400/6976556667 Ε/Κ: Η (823, 1700, 1001, 1924)
subcategory-label: Κατοικίες (41, 415, 215, 433)
ad-body: κεντρικά και σε περιποιημένη αξιόλογη πολυκατοικία κοντά σε όλες τις συγκοινωνίες διαμέρισμα 110τμ 4ου ορόφου με άριστη διαρρύθμιση και ωραία είσοδο. Χωλ εισόδου 2 ευρύχωροι χώροι υποδοχής με μεγάλες τζαμαρίες, ευρύχωρη κουζίνα, 2 υπνοδωμάτια 1 λουτρό 1 wc ξένων. SAMAROPOULOU REAL ESTATE Τηλ. 2103616400 Ε/Κ: Ε (823, 2296, 1000, 2476)
partner-caption: ΣΕ ΣΥΝΕΡΓΑΣΙΑ ΜΕ (562, 160, 662, 171)
column-2 (230, 296, 407, 2575)
ad-body: Οροφοδιαμέρισμα 70τμ, 6ου ορόφου, διαμπερές, προσόψεως, δύο υπνοδωμάτια, σαλόνι, κουζίνα, μπάνιο, θέρμανση αυτόνομη, θερμοδιακοπτόμενα αλουμίνια ηλεκτροστατικής βαφής με διπλά τζάμια, πόρτα ασφαλείας, πάρκινγκ και αποθήκη υπογείου, κατασκευή 2024, θερμοπρόσοψη, απεριόριστη θέα, 500 μ από Μετρό. 350.000€, ΜΕΣΙΤΙΚΟ ΓΡΑΦΕΙΟ ΚΑΛΟ ΣΠΙΤΙ, +30 6939424232 Ε/Κ: Α+ (418, 1025, 595, 1235)
classified-ad (418, 721, 595, 1007)
classified-ad (41, 1907, 215, 2133)
ad-body: (κοντά στον Καρνεάδου και την Υψηλάντου) ρετιρέ 5ου ορόφου 145 τμ, με όμορφη βεράντα με θέα τον Λυκαβηττό, χωλ, 2 χώροι υποδοχής με τζάκι, 2-3 υπνοδωμάτια, 2 μπάνια, αυτόνομη θέρμανση και 24ωρο ζεστό νερό με φυσικό αέριο, αποθήκη στο υπόγειο. €1.500.000 (1487156) EPAVLIS ΚΤΗΜΑΤΟΜΕΣΙΤΕΣ, Τηλ. 2109945719 info@epeal.gr www.epeal.gr ΜΕΛΟΣ Μ.Α.Σ Ε/Κ: Ε (1024, 1302, 1206, 1511)
ad-body: Μοναδική μεζονέτα 95τμ, 6ου-7ου ορόφου, αποκλειστική χρήση ταράτσας 80τμ, γωνιακή, περιμετρικά μπαλκόνια, θέα στο Λόφο Φιλοπάππου. Ο 6ος όροφος έχει σαλόνι, τζάκι, κουζίνα, W.C. Ο 7ος όροφος αποτελείται από 2υ/δ (1 με φεγγίτες προς τον ουρανό, και walk-in closet), μπάνιο. Διαθέτει πόρτα ασφαλείας, κουφώματα αλουμινίου/διπλά τζάμια, ηλεκτρονικές τέντες, ξύλινα δάπεδα, αυτόνομη θέρμανση φυσικού αερίου, κλειστό πάρκινγκ στο ισόγειο, αποθήκη στο υπόγειο. Μαγευτικό χρώμα και θέα προς βουνά και θάλασσα. Πλησίον ΗΣΑΠ Πετραλώνων, Λόφου του Φιλοπάππου, Πλατεία Μερκούρη, Θησείο, Τεχνούπολη. Τέλεια επιλογή για μία ποιοτική διαβίωση στην Αθήνα. τιμή 470.000€. ΜΕΣΙΤΙΚΟ ΙΩΑΝΝΟΥ 6977494917, 2106421572 Ε/Κ: Δ (418, 297, 595, 717)
ad-location: ΚΟΛΩΝΑΚΙ, (1024, 1700, 1093, 1713)
ad-location: ΑΜΠΕΛΟΚΗΠΟΙ, (41, 1574, 136, 1588)
ad-location: ΚΟΛΩΝΑΚΙ, (823, 1929, 892, 1942)
ad-location: ΚΟΛΩΝΑΚΙ, (823, 1486, 892, 1500)
ad-location: ΚΟΛΩΝΑΚΙ, (1024, 1913, 1093, 1927)
partner-logo (527, 157, 749, 209)
ad-location: ΑΘΗΝΑ, (41, 1011, 88, 1024)
classified-ad (823, 1272, 1000, 1482)
classified-ad (1024, 296, 1206, 492)
masthead (0, 19, 1260, 149)
ad-location: ΑΚΡΟΠΟΛΗ, (41, 1345, 113, 1359)
classified-ad (230, 1148, 406, 1539)
classified-ad (823, 1929, 1000, 2139)
classified-ad (615, 296, 791, 643)
ad-location: ΒΑΣΙΛΙΣΣΗΣ ΣΟΦΙΑΣ, (418, 1618, 549, 1632)
ad-body: Αμπελόκηποι, πωλείται ρετιρέ 120 τ.μ. αποτελούμενο από διαμέρισμα 94 τ.μ. πέμπτου ορόφου και δώμα 26 τ.μ. Μερικώς ανακαινισμένο (κουζίνα, μπάνιο, υδραυλικά, ηλεκτρολογικά, πατώματα και βάψιμο) Μεγάλες βεράντες, θέα Υμηττό, όσος Παπαδά. Πέντε λεπτά μετρό Κατεχάκη. Θέρμανση φυσικού αερίου με δυνατότητα αυτονομίας. Τιμή 280.000. 2106925292, 6934621268 Ε/Κ: Ζ (823, 297, 1000, 521)
ad-body: αυτόνομο ακίνητο στους πρόποδες της Ακρόπολης, ανεμπόδιστη θέα μέχρι τον Σαρωνικό. Αποτελείται από 3 ανεξάρτητα οροφοδιαμερίσματα, συνολικής επιφανείας 400 τμ, εντός οικοπέδου 172 τμ, ισόγειος βοηθητικός χώρος με δυνατότητα μετατροπής σε garage. 2.200.000 €, φωτό στο site μας με κωδ.3294, ΝΙΚΟΛΟΠΟΥΛΟΥ ΑΚΙΝΗΤΑ Τηλ: 2106105608, www.nikolopoulou.gr Ε/Κ: Δ (41, 1345, 216, 1569)
classified-ad (41, 492, 215, 688)
ad-location: ΑΧΑΡΝΩΝ, (418, 1239, 482, 1252)
ad-body: κοντά στον ηλεκτρικό σταθμό, διαμέρισμα 63τμ, 2ου ορόφου, ανακαινισμένο εκ βάθρων. Αποτελείται από άνετο χώρο υποδοχής, γραφείο, κουζίνα εξοπλισμένη με όλες τις ηλεκτρικές συσκευές, 1 υ/δ, μπάνιο, μεγάλη βεράντα με ανοιχτή θέα σε πράσινο, συναγερμό και 3 κλιματιστικά. Διάθεται πλήρως επιπλωμένο και είναι κατάλληλο για επένδυση. Τιμή Πώλησης: 250.000€ Κωδ.: 14107 [Π. Μωυσιάδης & Συνεργάτες, 210 6464314 – 210 6461741 info@realestatemoisiadis.gr www.realestatemoisiadis.gr] (418, 721, 595, 1006)
partner-name: BLUEKEY (561, 172, 677, 196)
classified-ad (41, 1010, 215, 1341)
classified-ad (1024, 1913, 1206, 2109)
classified-ad (418, 296, 595, 718)
ad-location: ΑΡΕΙΟΣ ΠΑΓΟΣ, (418, 1010, 595, 1023)
ad-location: ΕΞΑΡΧΕΙΑ, (615, 2025, 676, 2039)
